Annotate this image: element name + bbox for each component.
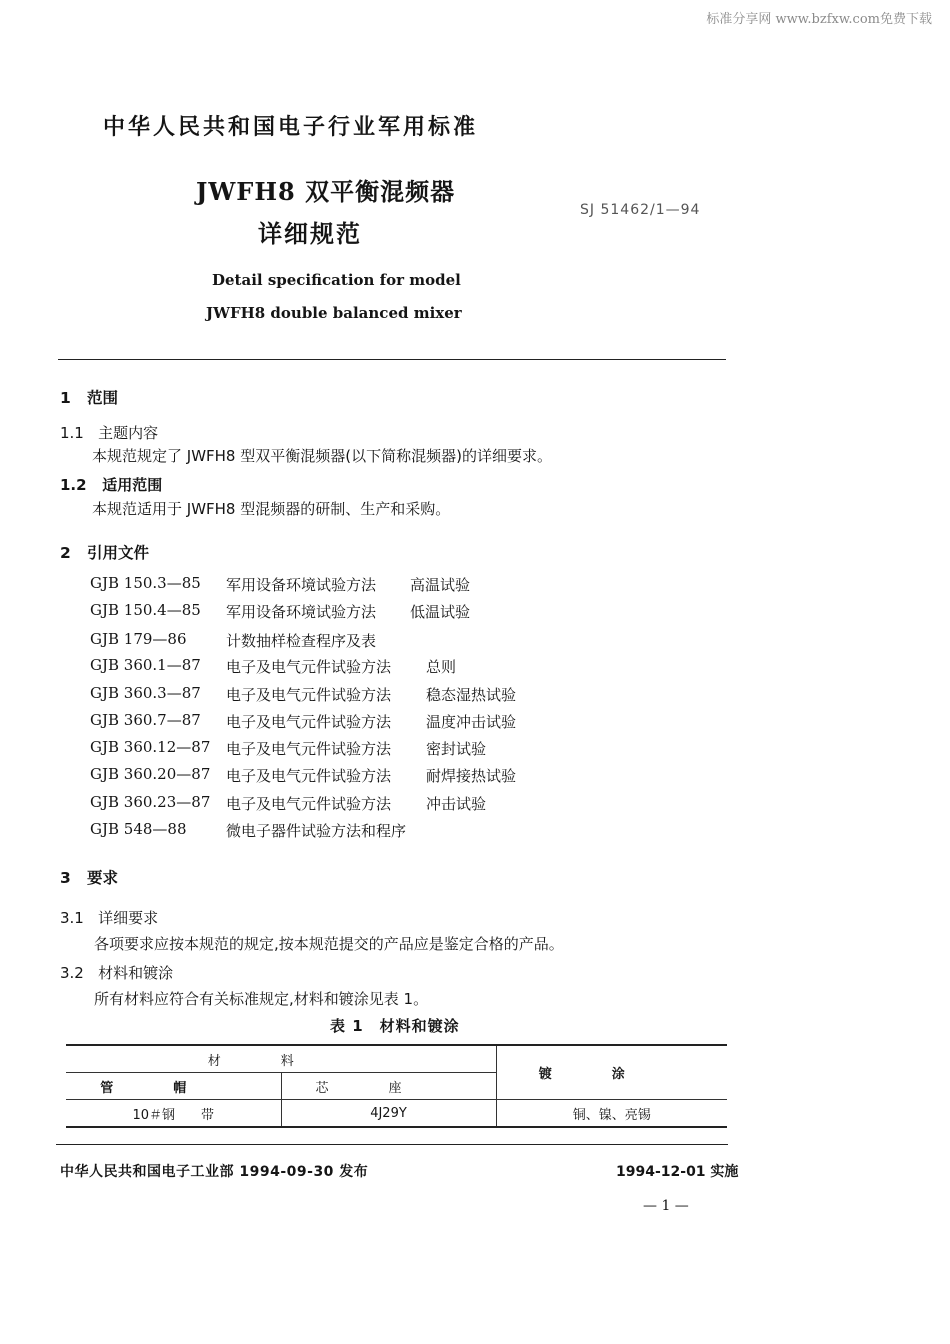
english-title-line2: JWFH8 double balanced mixer	[206, 304, 462, 322]
table-caption: 表 1 材料和镀涂	[330, 1017, 460, 1035]
materials-table	[66, 1044, 727, 1128]
reference-title: 电子及电气元件试验方法	[226, 740, 392, 758]
reference-item	[0, 738, 950, 760]
reference-test: 稳态湿热试验	[426, 686, 517, 704]
table-header-row	[66, 1045, 727, 1073]
reference-code: GJB 360.3—87	[90, 684, 201, 702]
table-row	[66, 1100, 727, 1128]
watermark-text: 标准分享网 www.bzfxw.com免费下载	[706, 12, 932, 27]
organization-title: 中华人民共和国电子行业军用标准	[103, 115, 479, 140]
reference-test: 温度冲击试验	[426, 713, 517, 731]
reference-code: GJB 360.23—87	[90, 793, 211, 811]
reference-code: GJB 150.4—85	[90, 601, 201, 619]
reference-test: 总则	[426, 658, 457, 676]
section-number: 1.1	[60, 424, 84, 442]
section-number: 3.1	[60, 909, 84, 927]
reference-item	[0, 765, 950, 787]
section-number: 1.2	[60, 476, 87, 494]
section-1-2-text: 本规范适用于 JWFH8 型混频器的研制、生产和采购。	[92, 500, 451, 518]
section-3-1-heading	[60, 907, 158, 928]
doc-title-line2: 详细规范	[258, 219, 362, 248]
reference-item	[0, 793, 950, 815]
cell-core-seat: 4J29Y	[281, 1100, 496, 1128]
cell-tube-cap: 10＃钢 带	[66, 1100, 281, 1128]
reference-code: GJB 150.3—85	[90, 574, 201, 592]
header-plating	[496, 1045, 727, 1100]
reference-title: 微电子器件试验方法和程序	[226, 822, 407, 840]
section-number: 3.2	[60, 964, 84, 982]
section-title: 引用文件	[87, 544, 150, 562]
reference-test: 低温试验	[410, 603, 471, 621]
section-title: 要求	[87, 869, 119, 887]
section-1-heading	[60, 386, 118, 408]
reference-title: 军用设备环境试验方法	[226, 603, 377, 621]
section-1-1-text: 本规范规定了 JWFH8 型双平衡混频器(以下简称混频器)的详细要求。	[92, 447, 552, 465]
section-number: 2	[60, 544, 71, 562]
reference-item	[0, 601, 950, 623]
reference-item	[0, 656, 950, 678]
section-title: 主题内容	[98, 424, 159, 442]
subheader-core-seat-label: 芯座	[315, 1080, 462, 1096]
subheader-tube-cap-label: 管帽	[100, 1080, 247, 1096]
section-3-2-text: 所有材料应符合有关标准规定,材料和镀涂见表 1。	[94, 990, 429, 1008]
reference-test: 高温试验	[410, 576, 471, 594]
effective-info: 1994-12-01 实施	[616, 1164, 739, 1180]
reference-title: 电子及电气元件试验方法	[226, 686, 392, 704]
reference-title: 电子及电气元件试验方法	[226, 658, 392, 676]
page-number: — 1 —	[643, 1198, 689, 1214]
section-1-1-heading	[60, 422, 158, 443]
reference-item	[0, 574, 950, 596]
cell-plating: 铜、镍、亮锡	[496, 1100, 727, 1128]
section-title: 适用范围	[102, 476, 163, 494]
reference-item	[0, 820, 950, 842]
header-material	[66, 1045, 496, 1073]
reference-title: 军用设备环境试验方法	[226, 576, 377, 594]
footer-rule	[56, 1144, 728, 1145]
reference-title: 电子及电气元件试验方法	[226, 795, 392, 813]
reference-code: GJB 360.7—87	[90, 711, 201, 729]
reference-test: 冲击试验	[426, 795, 487, 813]
english-title-line1: Detail specification for model	[212, 271, 461, 289]
doc-title-line1: JWFH8 双平衡混频器	[196, 177, 456, 206]
section-1-2-heading	[60, 474, 162, 495]
section-3-heading	[60, 866, 118, 888]
section-3-1-text: 各项要求应按本规范的规定,按本规范提交的产品应是鉴定合格的产品。	[94, 935, 564, 953]
reference-item	[0, 684, 950, 706]
reference-title: 电子及电气元件试验方法	[226, 713, 392, 731]
header-material-label: 材料	[207, 1053, 354, 1069]
reference-code: GJB 548—88	[90, 820, 187, 838]
reference-test: 密封试验	[426, 740, 487, 758]
standard-number: SJ 51462/1—94	[580, 202, 701, 218]
reference-code: GJB 179—86	[90, 630, 187, 648]
reference-title: 计数抽样检查程序及表	[226, 632, 377, 650]
reference-item	[0, 711, 950, 733]
section-title: 范围	[87, 389, 119, 407]
section-number: 3	[60, 869, 71, 887]
section-2-heading	[60, 541, 149, 563]
section-3-2-heading	[60, 962, 173, 983]
reference-title: 电子及电气元件试验方法	[226, 767, 392, 785]
subheader-tube-cap	[66, 1073, 281, 1100]
issue-info: 中华人民共和国电子工业部 1994-09-30 发布	[60, 1164, 369, 1180]
section-title: 详细要求	[98, 909, 159, 927]
reference-code: GJB 360.20—87	[90, 765, 211, 783]
reference-test: 耐焊接热试验	[426, 767, 517, 785]
section-title: 材料和镀涂	[98, 964, 174, 982]
section-number: 1	[60, 389, 71, 407]
header-rule	[58, 359, 726, 360]
reference-code: GJB 360.1—87	[90, 656, 201, 674]
reference-code: GJB 360.12—87	[90, 738, 211, 756]
reference-item	[0, 630, 950, 652]
header-plating-label: 镀涂	[538, 1067, 685, 1082]
subheader-core-seat	[281, 1073, 496, 1100]
